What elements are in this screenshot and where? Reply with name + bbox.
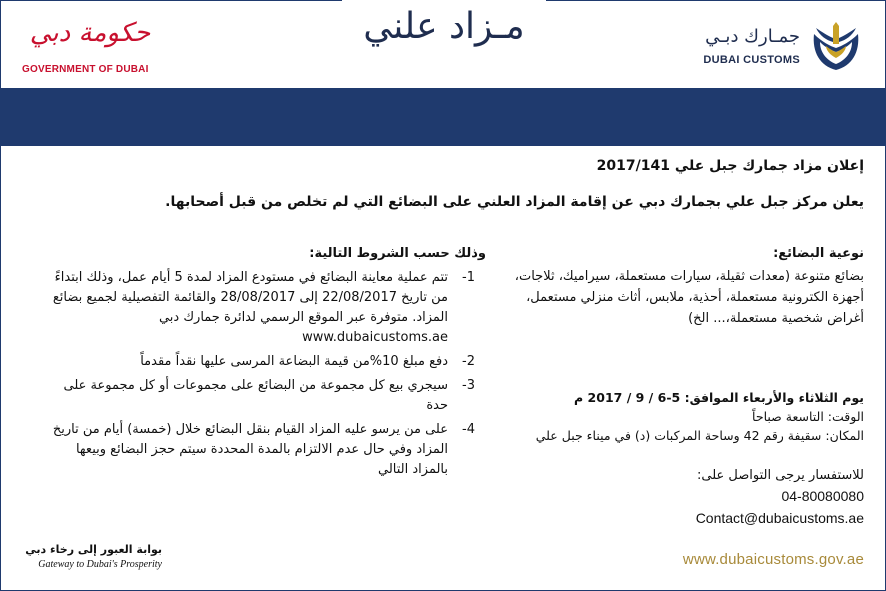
- condition-number: -1: [462, 270, 475, 285]
- condition-item: [48, 420, 488, 480]
- auction-date: يوم الثلاثاء والأربعاء الموافق: 5-6 / 9 / 2017 م: [574, 390, 864, 405]
- auction-place: المكان: سقيفة رقم 42 وساحة المركبات (د) في ميناء جبل علي: [535, 428, 864, 443]
- customs-logo-english: DUBAI CUSTOMS: [703, 54, 800, 66]
- page-title: مـزاد علني: [363, 6, 525, 47]
- footer-slogan-arabic: بوابة العبور إلى رخاء دبي: [25, 543, 162, 556]
- conditions-title: وذلك حسب الشروط التالية:: [309, 246, 486, 261]
- condition-number: -3: [462, 378, 475, 393]
- condition-item: [48, 376, 488, 416]
- gov-logo-english: GOVERNMENT OF DUBAI: [22, 64, 149, 75]
- condition-text: دفع مبلغ 10%من قيمة البضاعة المرسى عليها نقداً مقدماً: [140, 354, 448, 369]
- customs-emblem-icon: [806, 22, 866, 72]
- conditions-list: [48, 268, 488, 484]
- condition-number: -4: [462, 422, 475, 437]
- dubai-customs-logo: [681, 22, 866, 72]
- footer-slogan-english: Gateway to Dubai's Prosperity: [38, 559, 162, 570]
- contact-title: للاستفسار يرجى التواصل على:: [697, 468, 864, 483]
- goods-title: نوعية البضائع:: [773, 246, 864, 261]
- gov-logo-arabic: حكومة دبي: [29, 18, 151, 48]
- announcement-heading: إعلان مزاد جمارك جبل علي 2017/141: [596, 158, 864, 174]
- government-of-dubai-logo: [20, 18, 160, 78]
- website-link[interactable]: www.dubaicustoms.gov.ae: [682, 551, 864, 568]
- goods-description: بضائع متنوعة (معدات ثقيلة، سيارات مستعملة، سيراميك، ثلاجات، أجهزة الكترونية مستعملة، أحذية، ملابس، أثاث منزلي مستعمل، أغراض شخصية مستعملة،... الخ): [514, 269, 864, 326]
- contact-email: Contact@dubaicustoms.ae: [695, 510, 864, 526]
- intro-text: يعلن مركز جبل علي بجمارك دبي عن إقامة المزاد العلني على البضائع التي لم تخلص من قبل أصحابها.: [165, 194, 864, 210]
- condition-text: على من يرسو عليه المزاد القيام بنقل البضائع خلال (خمسة) أيام من تاريخ المزاد وفي حال عدم الالتزام بالمدة المحددة سيتم حجز البضائع وبيعها بالمزاد التالي: [52, 422, 448, 477]
- auction-time: الوقت: التاسعة صباحاً: [752, 409, 864, 424]
- condition-number: -2: [462, 354, 475, 369]
- title-band: [0, 88, 886, 146]
- condition-item: [48, 268, 488, 348]
- condition-item: [48, 352, 488, 372]
- condition-text: سيجري بيع كل مجموعة من البضائع على مجموعات أو كل مجموعة على حدة: [63, 378, 448, 413]
- contact-phone: 04-80080080: [781, 488, 864, 504]
- customs-logo-arabic: جمـارك دبـي: [705, 26, 800, 47]
- condition-text: تتم عملية معاينة البضائع في مستودع المزاد لمدة 5 أيام عمل، وذلك ابتداءً من تاريخ 22/08/2017 إلى 28/08/2017 والقائمة التفصيلية لجميع بضائع المزاد. متوفرة عبر الموقع الرسمي لدائرة جمارك دبي www.dubaicustoms.ae: [52, 270, 448, 345]
